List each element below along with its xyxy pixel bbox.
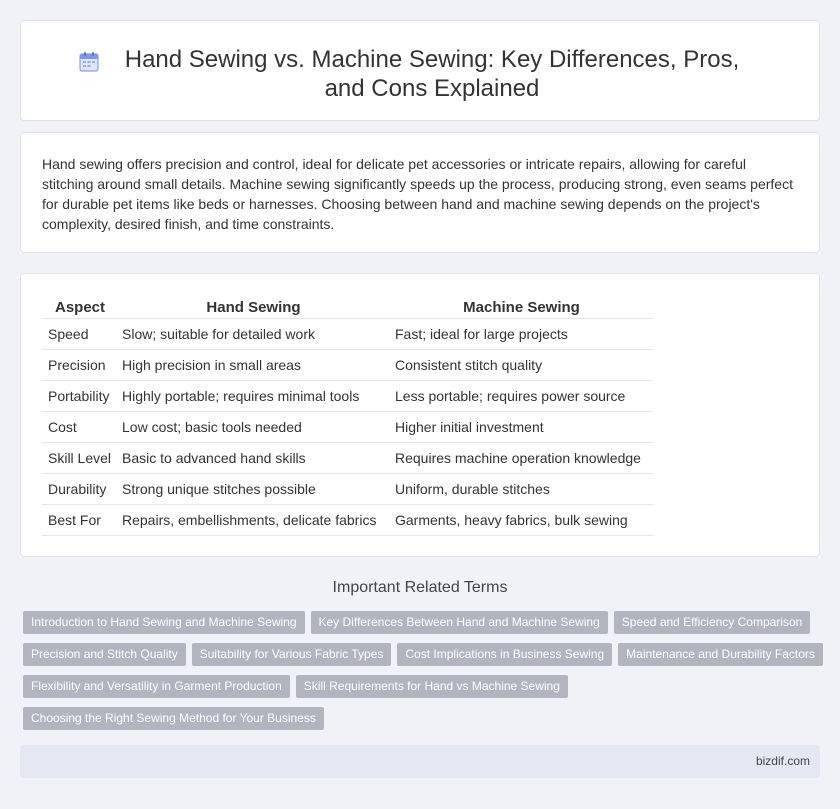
table-row: [42, 349, 653, 380]
table-row: [42, 318, 653, 349]
table-row: [42, 442, 653, 473]
cell-hand: High precision in small areas: [117, 349, 390, 380]
cell-hand: Repairs, embellishments, delicate fabrics: [117, 504, 390, 535]
cell-aspect: Best For: [42, 504, 117, 535]
related-term-tag[interactable]: Cost Implications in Business Sewing: [397, 643, 612, 666]
cell-aspect: Cost: [42, 411, 117, 442]
column-header-hand-sewing: Hand Sewing: [117, 294, 390, 318]
related-term-tag[interactable]: Flexibility and Versatility in Garment Production: [23, 675, 290, 698]
footer-bar: [20, 745, 820, 778]
cell-aspect: Durability: [42, 473, 117, 504]
related-term-tag[interactable]: Maintenance and Durability Factors: [618, 643, 823, 666]
cell-machine: Uniform, durable stitches: [390, 473, 653, 504]
cell-machine: Garments, heavy fabrics, bulk sewing: [390, 504, 653, 535]
related-terms-list: [23, 611, 823, 730]
related-term-tag[interactable]: Choosing the Right Sewing Method for Your Business: [23, 707, 324, 730]
cell-hand: Strong unique stitches possible: [117, 473, 390, 504]
cell-aspect: Portability: [42, 380, 117, 411]
intro-card: [20, 132, 820, 253]
table-row: [42, 504, 653, 535]
related-term-tag[interactable]: Speed and Efficiency Comparison: [614, 611, 811, 634]
related-terms-heading: Important Related Terms: [332, 579, 508, 596]
cell-aspect: Speed: [42, 318, 117, 349]
cell-machine: Requires machine operation knowledge: [390, 442, 653, 473]
cell-hand: Slow; suitable for detailed work: [117, 318, 390, 349]
footer-site-link[interactable]: bizdif.com: [755, 754, 810, 768]
table-row: [42, 411, 653, 442]
cell-hand: Basic to advanced hand skills: [117, 442, 390, 473]
related-term-tag[interactable]: Skill Requirements for Hand vs Machine Sewing: [296, 675, 568, 698]
cell-machine: Less portable; requires power source: [390, 380, 653, 411]
column-header-aspect: Aspect: [42, 294, 117, 318]
table-row: [42, 473, 653, 504]
cell-hand: Low cost; basic tools needed: [117, 411, 390, 442]
cell-aspect: Precision: [42, 349, 117, 380]
cell-aspect: Skill Level: [42, 442, 117, 473]
comparison-table: [42, 294, 653, 536]
cell-machine: Consistent stitch quality: [390, 349, 653, 380]
intro-paragraph: Hand sewing offers precision and control, ideal for delicate pet accessories or intricate repairs, allowing for careful stitching around small details. Machine sewing significantly speeds up the process, producing strong, even seams perfect for durable pet items like beds or harnesses. Choosing between hand and machine sewing depends on the project's complexity, desired finish, and time constraints.: [42, 156, 793, 232]
related-term-tag[interactable]: Suitability for Various Fabric Types: [192, 643, 392, 666]
related-term-tag[interactable]: Introduction to Hand Sewing and Machine Sewing: [23, 611, 305, 634]
cell-machine: Higher initial investment: [390, 411, 653, 442]
table-row: [42, 380, 653, 411]
header-card: [20, 20, 820, 121]
table-header-row: [42, 294, 653, 318]
comparison-card: [20, 273, 820, 557]
related-term-tag[interactable]: Precision and Stitch Quality: [23, 643, 186, 666]
column-header-machine-sewing: Machine Sewing: [390, 294, 653, 318]
related-term-tag[interactable]: Key Differences Between Hand and Machine Sewing: [311, 611, 608, 634]
page-title: Hand Sewing vs. Machine Sewing: Key Differences, Pros, and Cons Explained: [124, 46, 740, 102]
cell-hand: Highly portable; requires minimal tools: [117, 380, 390, 411]
cell-machine: Fast; ideal for large projects: [390, 318, 653, 349]
